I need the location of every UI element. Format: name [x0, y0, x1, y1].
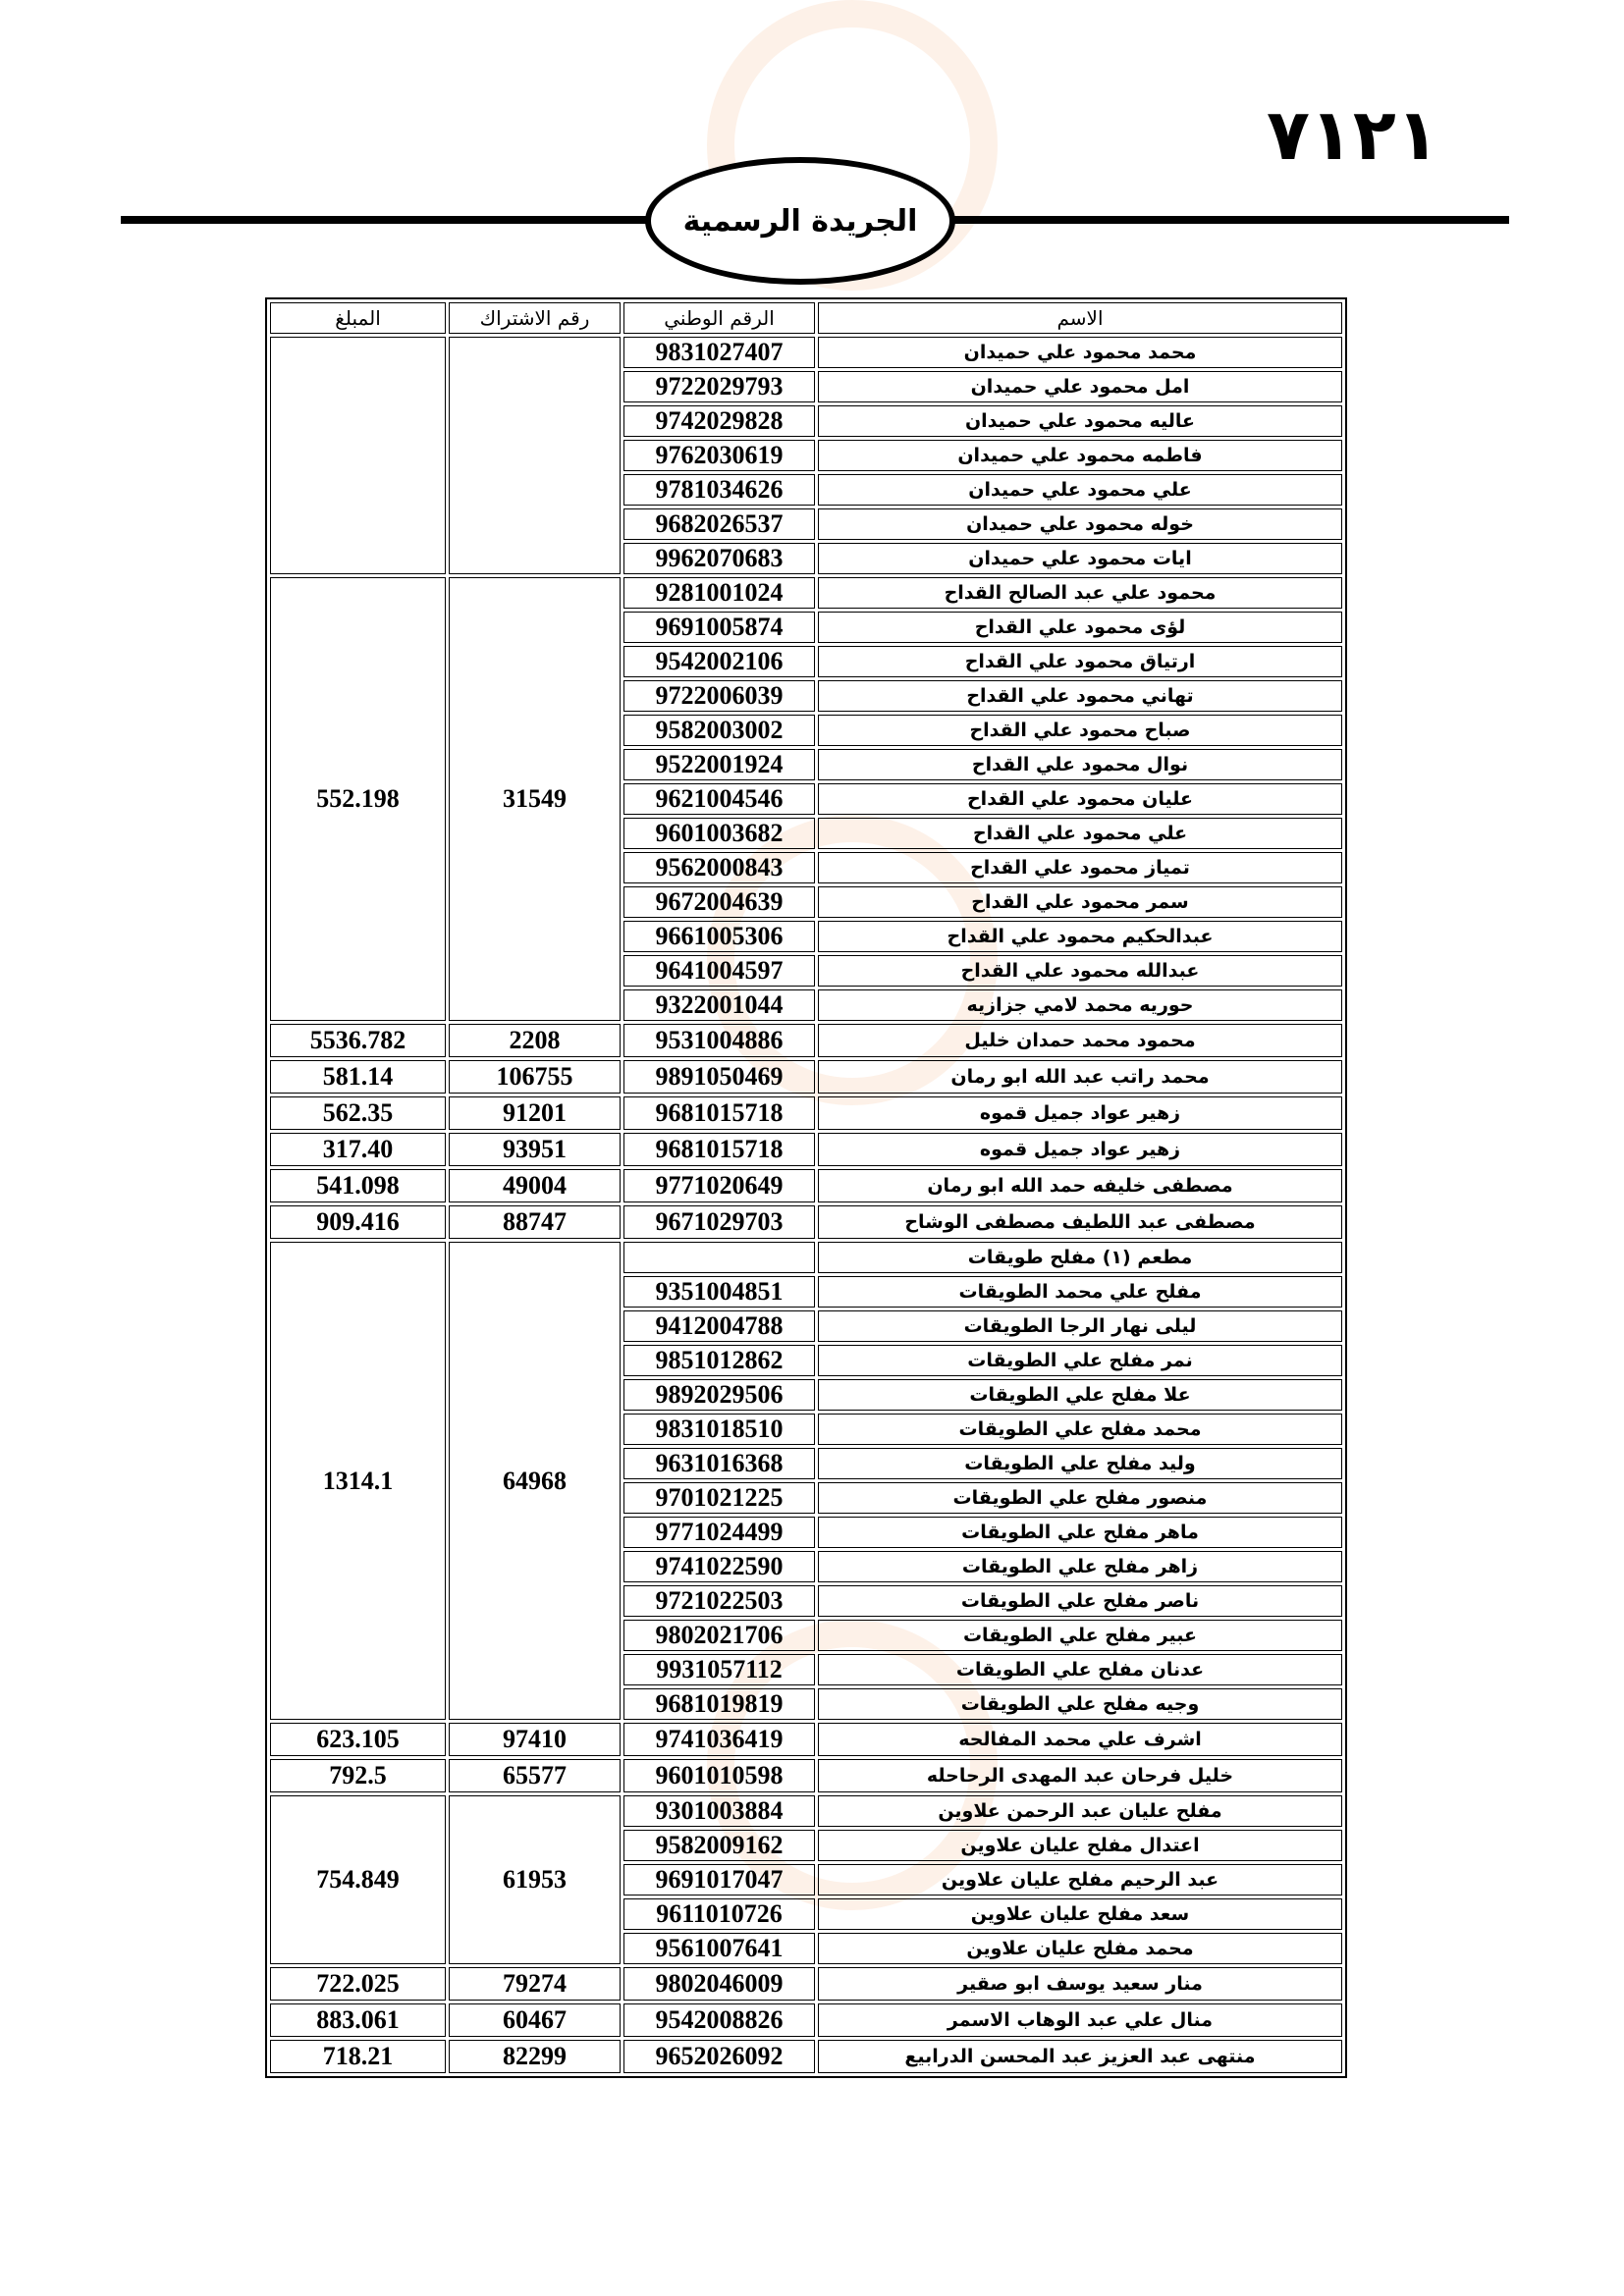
national-id: 9522001924	[623, 749, 815, 780]
amount-value: 581.14	[322, 1062, 394, 1091]
national-id: 9831027407	[623, 337, 815, 368]
person-name: منتهى عبد العزيز عبد المحسن الدرابيع	[818, 2040, 1342, 2073]
amount	[270, 1205, 446, 1239]
person-name: علي محمود علي حميدان	[818, 474, 1342, 506]
subscription-number	[449, 2003, 621, 2037]
person-name: زهير عواد جميل قموه	[818, 1096, 1342, 1130]
national-id: 9601003682	[623, 818, 815, 849]
person-name: عدنان مفلح علي الطويقات	[818, 1654, 1342, 1685]
national-id: 9691017047	[623, 1864, 815, 1896]
amount	[270, 1242, 446, 1720]
national-id: 9412004788	[623, 1310, 815, 1342]
person-name: علي محمود علي القداح	[818, 818, 1342, 849]
national-id: 9671029703	[623, 1205, 815, 1239]
subscription-number	[449, 1133, 621, 1166]
subscription-number-value: 49004	[503, 1171, 567, 1200]
national-id: 9281001024	[623, 577, 815, 609]
table-row	[270, 1096, 1342, 1130]
person-name: محمد مفلح علي الطويقات	[818, 1414, 1342, 1445]
person-name: زاهر مفلح علي الطويقات	[818, 1551, 1342, 1582]
person-name: لؤى محمود علي القداح	[818, 612, 1342, 643]
person-name: اعتدال مفلح عليان علاوين	[818, 1830, 1342, 1861]
subscription-number	[449, 1242, 621, 1720]
column-header-amount: المبلغ	[270, 302, 446, 334]
amount	[270, 337, 446, 574]
person-name: ناصر مفلح علي الطويقات	[818, 1585, 1342, 1617]
national-id: 9802046009	[623, 1967, 815, 2001]
table-row	[270, 577, 1342, 609]
amount	[270, 1096, 446, 1130]
amount	[270, 1967, 446, 2001]
national-id: 9771020649	[623, 1169, 815, 1202]
person-name: مفلح علي محمد الطويقات	[818, 1276, 1342, 1308]
table-row	[270, 1169, 1342, 1202]
national-id: 9672004639	[623, 886, 815, 918]
table-row	[270, 1060, 1342, 1094]
table-row	[270, 1795, 1342, 1827]
person-name: علا مفلح علي الطويقات	[818, 1379, 1342, 1411]
subscription-number-value: 79274	[503, 1969, 567, 1998]
national-id: 9682026537	[623, 508, 815, 540]
national-id: 9631016368	[623, 1448, 815, 1479]
amount	[270, 2003, 446, 2037]
person-name: فاطمه محمود علي حميدان	[818, 440, 1342, 471]
national-id: 9721022503	[623, 1585, 815, 1617]
person-name: سمر محمود علي القداح	[818, 886, 1342, 918]
table-row	[270, 1205, 1342, 1239]
national-id: 9931057112	[623, 1654, 815, 1685]
national-id: 9301003884	[623, 1795, 815, 1827]
subscription-number	[449, 1759, 621, 1792]
subscription-number	[449, 337, 621, 574]
national-id: 9582003002	[623, 715, 815, 746]
person-name: مصطفى عبد اللطيف مصطفى الوشاح	[818, 1205, 1342, 1239]
national-id: 9562000843	[623, 852, 815, 883]
amount-value: 792.5	[329, 1761, 387, 1789]
person-name: تمياز محمود علي القداح	[818, 852, 1342, 883]
person-name: اشرف علي محمد المفالحه	[818, 1723, 1342, 1756]
national-id: 9531004886	[623, 1024, 815, 1057]
subscription-number-value: 91201	[503, 1098, 567, 1127]
amount-value: 5536.782	[309, 1026, 406, 1054]
subscription-number	[449, 1024, 621, 1057]
subscription-number-value: 65577	[503, 1761, 567, 1789]
table-header-row	[270, 302, 1342, 334]
amount	[270, 1759, 446, 1792]
amount-value: 562.35	[322, 1098, 394, 1127]
table-row	[270, 2003, 1342, 2037]
national-id: 9611010726	[623, 1898, 815, 1930]
person-name: خليل فرحان عبد المهدى الرحاحله	[818, 1759, 1342, 1792]
amount-value: 909.416	[316, 1207, 400, 1236]
table-row	[270, 1133, 1342, 1166]
subscription-number-value: 31549	[503, 784, 567, 813]
table-row	[270, 1242, 1342, 1273]
person-name: عبدالحكيم محمود علي القداح	[818, 921, 1342, 952]
gazette-title-oval	[645, 157, 955, 285]
subscription-number-value: 61953	[503, 1865, 567, 1894]
national-id: 9681015718	[623, 1133, 815, 1166]
person-name: مطعم (١) مفلح طويقات	[818, 1242, 1342, 1273]
amount-value: 317.40	[322, 1135, 394, 1163]
national-id: 9771024499	[623, 1517, 815, 1548]
column-header-subscription: رقم الاشتراك	[449, 302, 621, 334]
amount-value: 623.105	[316, 1725, 400, 1753]
subscription-number	[449, 1060, 621, 1094]
person-name: نمر مفلح علي الطويقات	[818, 1345, 1342, 1376]
amount	[270, 2040, 446, 2073]
person-name: محمد راتب عبد الله ابو رمان	[818, 1060, 1342, 1094]
national-id: 9762030619	[623, 440, 815, 471]
subscription-number	[449, 577, 621, 1021]
subscription-number	[449, 1169, 621, 1202]
person-name: عليان محمود علي القداح	[818, 783, 1342, 815]
amount-value: 1314.1	[322, 1466, 394, 1495]
national-id: 9561007641	[623, 1933, 815, 1964]
national-id: 9891050469	[623, 1060, 815, 1094]
person-name: عبدالله محمود علي القداح	[818, 955, 1342, 987]
subscription-number-value: 106755	[496, 1062, 573, 1091]
national-id: 9542002106	[623, 646, 815, 677]
national-id: 9681019819	[623, 1688, 815, 1720]
national-id: 9741022590	[623, 1551, 815, 1582]
person-name: ايات محمود علي حميدان	[818, 543, 1342, 574]
subscription-number-value: 2208	[509, 1026, 561, 1054]
national-id: 9621004546	[623, 783, 815, 815]
national-id: 9542008826	[623, 2003, 815, 2037]
amount	[270, 1795, 446, 1964]
amount-value: 718.21	[322, 2042, 394, 2070]
national-id	[623, 1242, 815, 1273]
national-id: 9652026092	[623, 2040, 815, 2073]
amount-value: 883.061	[316, 2005, 400, 2034]
subscription-number	[449, 1967, 621, 2001]
person-name: ارتياق محمود علي القداح	[818, 646, 1342, 677]
person-name: ماهر مفلح علي الطويقات	[818, 1517, 1342, 1548]
national-id: 9802021706	[623, 1620, 815, 1651]
subscription-number	[449, 1096, 621, 1130]
subscription-number	[449, 2040, 621, 2073]
national-id: 9741036419	[623, 1723, 815, 1756]
subscription-number	[449, 1795, 621, 1964]
subscription-number-value: 93951	[503, 1135, 567, 1163]
subscription-number-value: 64968	[503, 1466, 567, 1495]
table-row	[270, 2040, 1342, 2073]
national-id: 9892029506	[623, 1379, 815, 1411]
table-row	[270, 1024, 1342, 1057]
amount-value: 722.025	[316, 1969, 400, 1998]
person-name: منال علي عبد الوهاب الاسمر	[818, 2003, 1342, 2037]
table-row	[270, 1759, 1342, 1792]
national-id: 9601010598	[623, 1759, 815, 1792]
subscription-number-value: 60467	[503, 2005, 567, 2034]
national-id: 9742029828	[623, 405, 815, 437]
person-name: ليلى نهار الرجا الطويقات	[818, 1310, 1342, 1342]
person-name: مصطفى خليفه حمد الله ابو رمان	[818, 1169, 1342, 1202]
amount	[270, 577, 446, 1021]
person-name: وليد مفلح علي الطويقات	[818, 1448, 1342, 1479]
person-name: عاليه محمود علي حميدان	[818, 405, 1342, 437]
subscription-number	[449, 1205, 621, 1239]
person-name: وجيه مفلح علي الطويقات	[818, 1688, 1342, 1720]
national-id: 9582009162	[623, 1830, 815, 1861]
gazette-title: الجريدة الرسمية	[682, 203, 918, 239]
national-id: 9781034626	[623, 474, 815, 506]
amount-value: 541.098	[316, 1171, 400, 1200]
subscription-number-value: 97410	[503, 1725, 567, 1753]
person-name: محمود علي عبد الصالح القداح	[818, 577, 1342, 609]
person-name: منار سعيد يوسف ابو صقير	[818, 1967, 1342, 2001]
amount	[270, 1024, 446, 1057]
national-id: 9351004851	[623, 1276, 815, 1308]
subscribers-table	[265, 297, 1347, 2078]
column-header-national-id: الرقم الوطني	[623, 302, 815, 334]
column-header-name: الاسم	[818, 302, 1342, 334]
person-name: زهير عواد جميل قموه	[818, 1133, 1342, 1166]
table-row	[270, 1967, 1342, 2001]
table-row	[270, 1723, 1342, 1756]
amount	[270, 1133, 446, 1166]
amount	[270, 1060, 446, 1094]
person-name: منصور مفلح علي الطويقات	[818, 1482, 1342, 1514]
person-name: سعد مفلح عليان علاوين	[818, 1898, 1342, 1930]
national-id: 9681015718	[623, 1096, 815, 1130]
subscription-number-value: 88747	[503, 1207, 567, 1236]
person-name: عبد الرحيم مفلح عليان علاوين	[818, 1864, 1342, 1896]
amount	[270, 1723, 446, 1756]
national-id: 9722006039	[623, 680, 815, 712]
amount-value: 754.849	[316, 1865, 400, 1894]
person-name: تهاني محمود علي القداح	[818, 680, 1342, 712]
subscription-number-value: 82299	[503, 2042, 567, 2070]
amount	[270, 1169, 446, 1202]
national-id: 9851012862	[623, 1345, 815, 1376]
person-name: محمد محمود علي حميدان	[818, 337, 1342, 368]
national-id: 9641004597	[623, 955, 815, 987]
national-id: 9962070683	[623, 543, 815, 574]
person-name: عبير مفلح علي الطويقات	[818, 1620, 1342, 1651]
person-name: نوال محمود علي القداح	[818, 749, 1342, 780]
person-name: خوله محمود علي حميدان	[818, 508, 1342, 540]
subscription-number	[449, 1723, 621, 1756]
national-id: 9661005306	[623, 921, 815, 952]
national-id: 9722029793	[623, 371, 815, 402]
person-name: حوريه محمد لامي جزازيه	[818, 989, 1342, 1021]
person-name: مفلح عليان عبد الرحمن علاوين	[818, 1795, 1342, 1827]
person-name: صباح محمود علي القداح	[818, 715, 1342, 746]
amount-value: 552.198	[316, 784, 400, 813]
person-name: امل محمود علي حميدان	[818, 371, 1342, 402]
person-name: محمد مفلح عليان علاوين	[818, 1933, 1342, 1964]
person-name: محمود محمد حمدان خليل	[818, 1024, 1342, 1057]
national-id: 9831018510	[623, 1414, 815, 1445]
page-number: ٧١٢١	[1267, 93, 1439, 176]
national-id: 9701021225	[623, 1482, 815, 1514]
table-row	[270, 337, 1342, 368]
national-id: 9691005874	[623, 612, 815, 643]
national-id: 9322001044	[623, 989, 815, 1021]
